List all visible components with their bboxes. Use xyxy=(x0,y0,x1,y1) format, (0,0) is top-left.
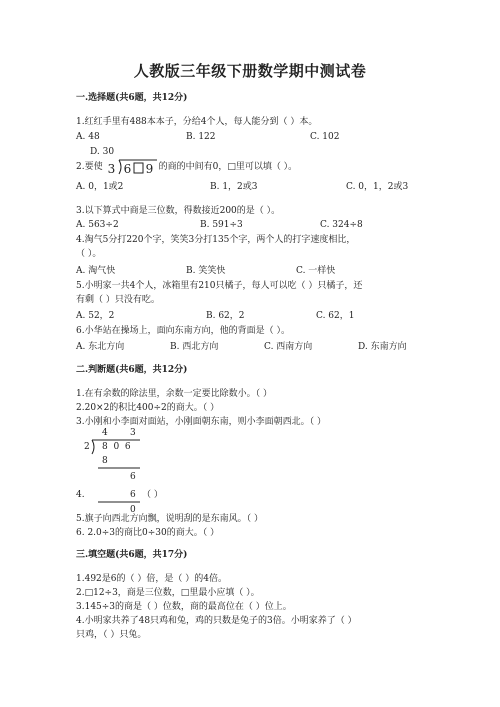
s3-q4-line1: 4.小明家共养了48只鸡和兔，鸡的只数是兔子的3倍。小明家养了（ ） xyxy=(76,616,357,626)
s1-q2-dividend-digit3: 9 xyxy=(145,161,154,176)
s1-q4-option-c: C. 一样快 xyxy=(296,266,336,276)
s1-q2-text xyxy=(76,158,297,176)
ldiv-dividend: 8 0 6 xyxy=(102,442,131,452)
s1-q6-option-b: B. 西北方向 xyxy=(170,342,219,352)
s1-q4-line1: 4.淘气5分打220个字，笑笑3分打135个字，两个人的打字速度相比， xyxy=(76,235,356,245)
s1-q6-option-d: D. 东南方向 xyxy=(358,342,407,352)
long-division-figure xyxy=(82,428,162,516)
s1-q3-text: 3.以下算式中商是三位数，得数接近200的是（ ）。 xyxy=(76,206,281,216)
s3-q4-line2: 只鸡，（ ）只兔。 xyxy=(76,630,147,640)
section1-header: 一.选择题(共6题，共12分) xyxy=(76,93,188,103)
s1-q2-divisor: 3 xyxy=(107,161,116,176)
s1-q1-text: 1.红红手里有488本本子，分给4个人，每人能分到（ ）本。 xyxy=(76,117,318,127)
s1-q1-option-a: A. 48 xyxy=(76,132,100,142)
ldiv-remainder-1: 6 xyxy=(130,472,136,482)
s1-q2-option-b: B. 1，2或3 xyxy=(210,182,258,192)
s3-q3-text: 3.145÷3的商是（ ）位数，商的最高位在（ ）位上。 xyxy=(76,602,292,612)
s1-q2-option-c: C. 0，1，2或3 xyxy=(346,182,409,192)
ldiv-remainder-2: 0 xyxy=(130,505,136,515)
s1-q4-option-a: A. 淘气快 xyxy=(76,266,116,276)
s1-q4-line2: （ ）。 xyxy=(76,249,102,259)
s1-q6-text: 6.小华站在操场上，面向东南方向，他的背面是（ ）。 xyxy=(76,326,290,336)
section3-header: 三.填空题(共6题，共17分) xyxy=(76,550,188,560)
s1-q5-option-c: C. 62，1 xyxy=(316,311,355,321)
ldiv-divisor: 2 xyxy=(84,442,90,452)
s1-q2-option-a: A. 0，1或2 xyxy=(76,182,124,192)
section2-header: 二.判断题(共6题，共12分) xyxy=(76,365,188,375)
quotient-digit-1: 4 xyxy=(102,428,108,438)
s1-q1-option-b: B. 122 xyxy=(186,132,216,142)
s1-q3-option-c: C. 324÷8 xyxy=(320,220,363,230)
s1-q5-option-b: B. 62，2 xyxy=(206,311,245,321)
s1-q3-option-a: A. 563÷2 xyxy=(76,220,119,230)
s1-q5-line2: 有剩（ ）只没有吃。 xyxy=(76,295,160,305)
s2-q5-text: 5.旗子向西北方向飘，说明刮的是东南风。（ ） xyxy=(76,514,263,524)
s2-q3-text: 3.小刚和小李面对面站，小刚面朝东南，则小李面朝西北。（ ） xyxy=(76,417,326,427)
s2-q1-text: 1.在有余数的除法里，余数一定要比除数小。（ ） xyxy=(76,389,272,399)
s1-q6-option-c: C. 西南方向 xyxy=(264,342,313,352)
s1-q5-option-a: A. 52，2 xyxy=(76,311,115,321)
s2-q4-label: 4. xyxy=(76,490,85,500)
s1-q6-option-a: A. 东北方向 xyxy=(76,342,125,352)
s2-q2-text: 2.20×2的积比400÷2的商大。（ ） xyxy=(76,403,220,413)
s1-q2-prefix: 2.要使 xyxy=(76,162,103,172)
s1-q1-option-d: D. 30 xyxy=(90,147,115,157)
ldiv-subtract-1: 8 xyxy=(102,456,108,466)
s2-q6-text: 6. 2.0÷3的商比0÷30的商大。（ ） xyxy=(76,528,220,538)
s2-q4-blank: （ ） xyxy=(142,490,163,500)
quotient-digit-2: 3 xyxy=(130,428,136,438)
s1-q4-option-b: B. 笑笑快 xyxy=(186,266,226,276)
s1-q3-option-b: B. 591÷3 xyxy=(200,220,243,230)
s1-q1-option-c: C. 102 xyxy=(310,132,340,142)
s1-q5-line1: 5.小明家一共4个人，冰箱里有210只橘子，每人可以吃（ ）只橘子，还 xyxy=(76,281,363,291)
ldiv-subtract-2: 6 xyxy=(130,490,136,500)
s3-q1-text: 1.492是6的（ ）倍，是（ ）的4倍。 xyxy=(76,574,227,584)
s1-q2-dividend-digit1: 6 xyxy=(123,161,132,176)
s3-q2-text: 2.□12÷3，商是三位数，□里最小应填（ ）。 xyxy=(76,588,260,598)
long-division-widget xyxy=(105,159,157,175)
page-title: 人教版三年级下册数学期中测试卷 xyxy=(133,62,367,80)
s1-q2-suffix: 的商的中间有0，□里可以填（ ）。 xyxy=(158,162,298,172)
